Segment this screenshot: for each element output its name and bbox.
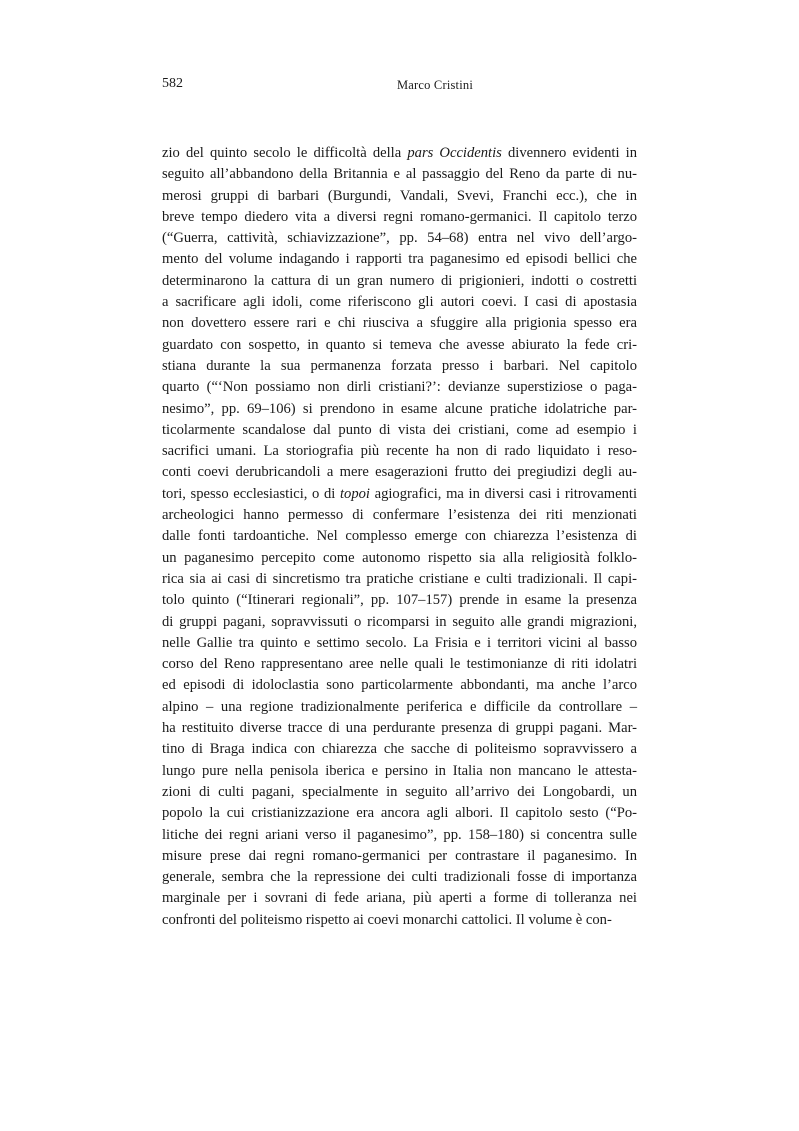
text-line: ha restituito diverse tracce di una perdurante presenza di gruppi pagani. Mar- [162, 720, 637, 737]
text-line: zioni di culti pagani, specialmente in seguito all’arrivo dei Longobardi, un [162, 783, 637, 800]
text-line: nesimo”, pp. 69–106) si prendono in esame alcune pratiche idolatriche par- [162, 400, 637, 417]
text-line: corso del Reno rappresentano aree nelle quali le testimonianze di riti idolatri [162, 656, 637, 673]
text-line: non dovettero essere rari e chi riusciva a sfuggire alla prigionia spesso era [162, 315, 637, 332]
text-line: misure prese dai regni romano-germanici per contrastare il paganesimo. In [162, 847, 637, 864]
text-line: dalle fonti tardoantiche. Nel complesso emerge con chiarezza l’esistenza di [162, 528, 637, 545]
text-line: di gruppi pagani, sopravvissuti o ricomparsi in seguito alle grandi migrazioni, [162, 613, 637, 630]
italic-term: pars Occidentis [407, 145, 502, 161]
running-head: Marco Cristini [396, 78, 474, 92]
text-line: ed episodi di idoloclastia sono particolarmente abbondanti, ma anche l’arco [162, 677, 637, 694]
text-line: marginale per i sovrani di fede ariana, più aperti a forme di tolleranza nei [162, 890, 637, 907]
text-line: rica sia ai casi di sincretismo tra pratiche cristiane e culti tradizionali. Il capi- [162, 570, 637, 587]
italic-term: topoi [339, 485, 370, 502]
page-number: 582 [162, 76, 183, 91]
text-line: seguito all’abbandono della Britannia e al passaggio del Reno da parte di nu- [162, 166, 637, 183]
text-line: quarto (“‘Non possiamo non dirli cristiani?’: devianze superstiziose o paga- [162, 379, 637, 396]
text-line: un paganesimo percepito come autonomo rispetto sia alla religiosità folklo- [162, 549, 637, 566]
text-line: sacrifici umani. La storiografia più recente ha non di rado liquidato i reso- [162, 443, 637, 460]
text-line: confronti del politeismo rispetto ai coevi monarchi cattolici. Il volume è con- [162, 911, 612, 928]
text-line: popolo la cui cristianizzazione era ancora agli albori. Il capitolo sesto (“Po- [162, 805, 637, 822]
text-line: litiche dei regni ariani verso il paganesimo”, pp. 158–180) si concentra sulle [162, 826, 637, 843]
text-line: generale, sembra che la repressione dei culti tradizionali fosse di importanza [162, 869, 637, 886]
text-line: tino di Braga indica con chiarezza che sacche di politeismo sopravvissero a [162, 741, 637, 758]
text-line: tori, spesso ecclesiastici, o di topoi agiografici, ma in diversi casi i ritrovamenti [162, 485, 637, 502]
text-line: (“Guerra, cattività, schiavizzazione”, pp. 54–68) entra nel vivo dell’argo- [162, 230, 637, 247]
text-line: merosi gruppi di barbari (Burgundi, Vandali, Svevi, Franchi ecc.), che in [162, 187, 637, 204]
text-line: alpino – una regione tradizionalmente periferica e difficile da controllare – [162, 698, 637, 715]
text-line: nelle Gallie tra quinto e settimo secolo. La Frisia e i territori vicini al basso [162, 634, 637, 651]
text-line: mento del volume indagando i rapporti tra paganesimo ed episodi bellici che [162, 251, 637, 268]
text-line: zio del quinto secolo le difficoltà della pars Occidentis divennero evidenti in [162, 145, 637, 161]
text-line: conti coevi derubricandoli a mere esagerazioni frutto dei pregiudizi degli au- [162, 464, 637, 481]
text-line: ticolarmente scandalose dal punto di vista dei cristiani, come ad esempio i [162, 421, 637, 438]
text-line: determinarono la cattura di un gran numero di prigionieri, indotti o costretti [162, 272, 637, 289]
text-line: a sacrificare agli idoli, come riferiscono gli autori coevi. I casi di apostasia [162, 294, 637, 311]
body-paragraph [162, 143, 637, 931]
text-line: breve tempo diedero vita a diversi regni romano-germanici. Il capitolo terzo [162, 208, 637, 225]
text-line: archeologici hanno permesso di confermare l’esistenza dei riti menzionati [162, 507, 637, 524]
text-line: guardato con sospetto, in quanto si temeva che avesse abiurato la fede cri- [162, 336, 637, 353]
text-line: lungo pure nella penisola iberica e persino in Italia non mancano le attesta- [162, 762, 637, 779]
text-line: tolo quinto (“Itinerari regionali”, pp. 107–157) prende in esame la presenza [162, 592, 637, 609]
text-line: stiana durante la sua permanenza forzata presso i barbari. Nel capitolo [162, 357, 637, 374]
